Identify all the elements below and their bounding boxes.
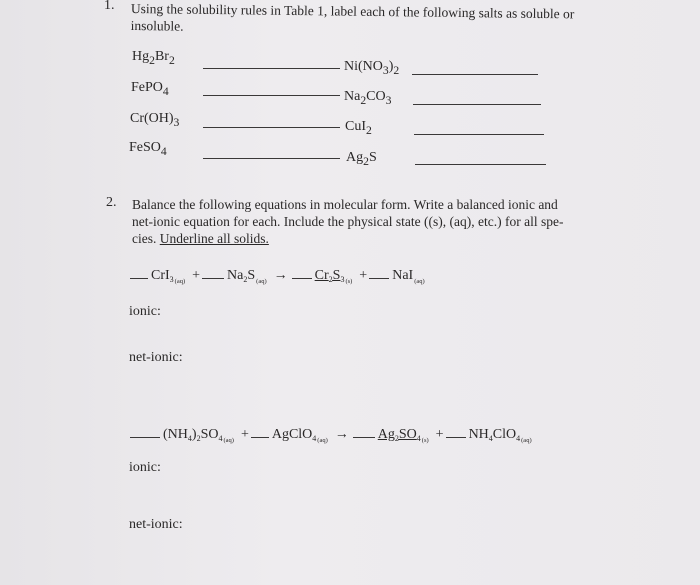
question-1-line-1: Using the solubility rules in Table 1, label each of the following salts as soluble or bbox=[130, 0, 575, 22]
salt-na2co3: $Na_2CO_3$ bbox=[344, 89, 392, 107]
coefficient-blank[interactable] bbox=[292, 266, 312, 279]
answer-line-hg2br2[interactable] bbox=[203, 68, 340, 69]
question-2-text bbox=[132, 196, 563, 247]
answer-line-ag2s[interactable] bbox=[415, 164, 546, 165]
salt-cui2: CuI$_2$ bbox=[345, 119, 372, 137]
coefficient-blank[interactable] bbox=[446, 425, 466, 438]
equation-1: $CrI_{3(aq)} + Na_2S_{(aq)} \to Cr_2S_{3(s)} + NaI_{(aq)}$ bbox=[130, 266, 425, 285]
eq2-ionic-label: ionic: bbox=[129, 460, 161, 475]
answer-line-nino3-2[interactable] bbox=[412, 74, 538, 75]
salt-hg2br2: $Hg_2Br_2$ bbox=[132, 49, 175, 67]
eq1-ionic-label: ionic: bbox=[129, 304, 161, 319]
question-2-number: 2. bbox=[106, 195, 117, 210]
salt-croh3: $Cr(OH)_3$ bbox=[130, 111, 180, 129]
underline-all-solids: Underline all solids. bbox=[159, 231, 269, 246]
coefficient-blank[interactable] bbox=[202, 266, 224, 279]
coefficient-blank[interactable] bbox=[130, 266, 148, 279]
answer-line-croh3[interactable] bbox=[203, 127, 340, 128]
answer-line-cui2[interactable] bbox=[414, 134, 544, 135]
salt-ag2s: $Ag_2S$ bbox=[346, 150, 377, 168]
coefficient-blank[interactable] bbox=[130, 425, 160, 438]
eq1-net-ionic-label: net-ionic: bbox=[129, 350, 183, 365]
salt-nino3-2: $Ni(NO_3)_2$ bbox=[344, 59, 400, 77]
answer-line-na2co3[interactable] bbox=[413, 104, 541, 105]
coefficient-blank[interactable] bbox=[369, 266, 389, 279]
question-2-line-1: Balance the following equations in molecular form. Write a balanced ionic and bbox=[132, 197, 558, 212]
answer-line-feso4[interactable] bbox=[203, 158, 340, 159]
question-1-number: 1. bbox=[104, 0, 115, 13]
salt-fepo4: FePO$_4$ bbox=[131, 80, 169, 98]
eq2-net-ionic-label: net-ionic: bbox=[129, 517, 183, 532]
question-1-line-2: insoluble. bbox=[130, 17, 184, 34]
equation-2: $(NH_4)_2SO_{4(aq)}$ + AgClO$_{4(aq)}$ → $Ag_2SO_{4(s)} + NH_4ClO_{4(aq)}$ bbox=[130, 425, 532, 444]
question-2-line-2: net-ionic equation for each. Include the physical state ((s), (aq), etc.) for all spe- bbox=[132, 214, 564, 229]
coefficient-blank[interactable] bbox=[353, 425, 375, 438]
salt-feso4: FeSO$_4$ bbox=[129, 140, 167, 158]
coefficient-blank[interactable] bbox=[251, 425, 269, 438]
question-2-line-3: cies. Underline all solids. bbox=[132, 231, 269, 246]
answer-line-fepo4[interactable] bbox=[203, 95, 340, 96]
question-1-text bbox=[131, 0, 575, 39]
